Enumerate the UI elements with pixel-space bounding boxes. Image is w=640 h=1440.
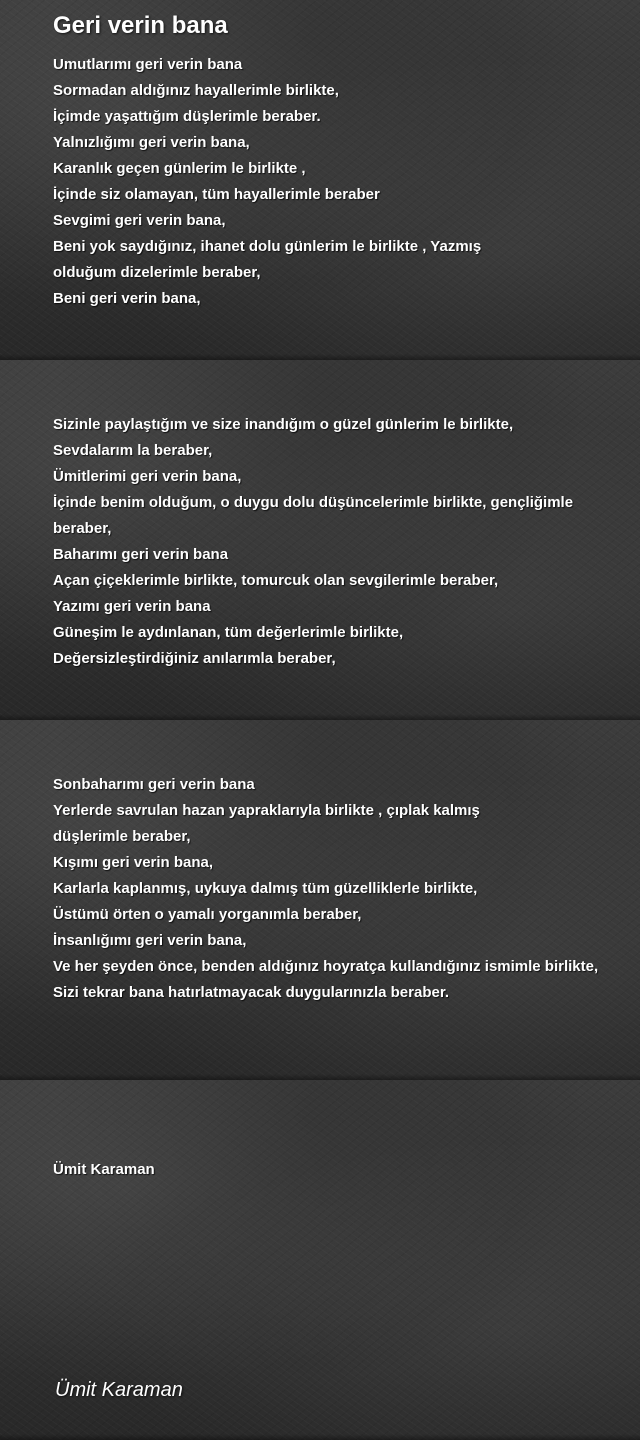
poem-line: Karlarla kaplanmış, uykuya dalmış tüm güzelliklerle birlikte, [53,880,478,897]
poem-line: İnsanlığımı geri verin bana, [53,932,247,949]
author-signature: Ümit Karaman [55,1379,183,1401]
poem-line: Sevdalarım la beraber, [53,442,213,459]
poem-line: Açan çiçeklerimle birlikte, tomurcuk olan sevgilerimle beraber, [53,572,499,589]
poem-line: Beni geri verin bana, [53,290,201,307]
stanza-1 [53,52,623,312]
poem-line: Yalnızlığımı geri verin bana, [53,134,250,151]
stanza-3 [53,772,623,1006]
poem-card-1 [0,0,640,360]
poem-line: Sizi tekrar bana hatırlatmayacak duygularınızla beraber. [53,984,449,1001]
poem-line: Ümitlerimi geri verin bana, [53,468,242,485]
poem-line: İçimde yaşattığım düşlerimle beraber. [53,108,321,125]
poem-line: Sizinle paylaştığım ve size inandığım o güzel günlerim le birlikte, [53,416,514,433]
poem-line: Değersizleştirdiğiniz anılarımla beraber, [53,650,336,667]
poem-line: Kışımı geri verin bana, [53,854,214,871]
poem-line: Baharımı geri verin bana [53,546,229,563]
poem-line: Ve her şeyden önce, benden aldığınız hoyratça kullandığınız ismimle birlikte, [53,958,599,975]
poem-line: Beni yok saydığınız, ihanet dolu günlerim le birlikte , Yazmış olduğum dizelerimle beraber, [53,238,482,281]
poem-line: Yerlerde savrulan hazan yapraklarıyla birlikte , çıplak kalmış düşlerimle beraber, [53,802,480,845]
poem-line: Sevgimi geri verin bana, [53,212,226,229]
poem-line: Karanlık geçen günlerim le birlikte , [53,160,306,177]
poem-line: Yazımı geri verin bana [53,598,211,615]
poem-card-4 [0,1080,640,1440]
poem-title: Geri verin bana [53,12,228,39]
poem-line: Sormadan aldığınız hayallerimle birlikte, [53,82,339,99]
poem-author: Ümit Karaman [53,1161,155,1178]
poem-card-3 [0,720,640,1080]
poem-line: Umutlarımı geri verin bana [53,56,243,73]
poem-line: Üstümü örten o yamalı yorganımla beraber, [53,906,362,923]
poem-line: Güneşim le aydınlanan, tüm değerlerimle birlikte, [53,624,404,641]
poem-card-2 [0,360,640,720]
poem-line: İçinde benim olduğum, o duygu dolu düşüncelerimle birlikte, gençliğimle beraber, [53,494,574,537]
poem-line: İçinde siz olamayan, tüm hayallerimle beraber [53,186,380,203]
poem-line: Sonbaharımı geri verin bana [53,776,255,793]
stanza-2 [53,412,623,672]
